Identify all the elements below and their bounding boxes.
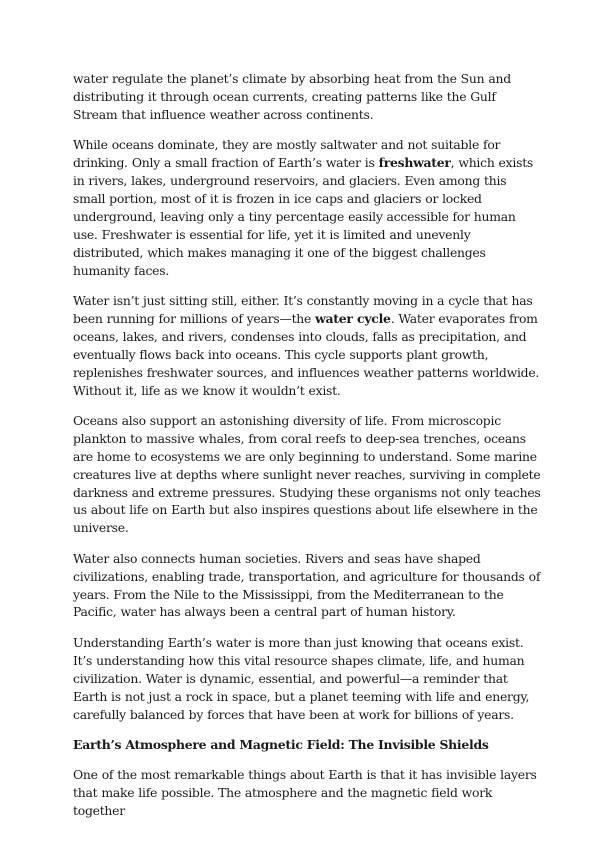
paragraph-freshwater-end: , which exists in rivers, lakes, underground reservoirs, and glaciers. Even among this small portion, most of it is frozen in ice caps and glaciers or locked underground, leaving only a tiny percentage easily accessible for human use. Freshwater is essential for life, yet it is limited and unevenly distributed, which makes managing it one of the biggest challenges humanity faces. <box>73 155 534 278</box>
paragraph-climate: water regulate the planet’s climate by absorbing heat from the Sun and distributing it through ocean currents, creating patterns like the Gulf Stream that influence weather across continents. <box>73 71 511 122</box>
document-page <box>73 70 541 833</box>
paragraph-human-societies: Water also connects human societies. Rivers and seas have shaped civilizations, enabling trade, transportation, and agriculture for thousands of years. From the Nile to the Mississippi, from the Mediterranean to the Pacific, water has always been a central part of human history. <box>73 550 541 620</box>
paragraph-water-cycle-end: . Water evaporates from oceans, lakes, and rivers, condenses into clouds, falls as precipitation, and eventually flows back into oceans. This cycle supports plant growth, replenishes freshwater sources, and influences weather patterns worldwide. Without it, life as we know it wouldn’t exist. <box>73 310 540 398</box>
paragraph-ocean-life: Oceans also support an astonishing diversity of life. From microscopic plankton to massive whales, from coral reefs to deep-sea trenches, oceans are home to ecosystems we are only beginning to understand. Some marine creatures live at depths where sunlight never reaches, surviving in complete darkness and extreme pressures. Studying these organisms not only teaches us about life on Earth but also inspires questions about life elsewhere in the universe. <box>73 412 541 536</box>
paragraph-water-cycle <box>73 292 541 399</box>
paragraph-water-cycle-start: Water isn’t just sitting still, either. It’s constantly moving in a cycle that has been running for millions of years—the <box>73 292 533 326</box>
paragraph-atmosphere-intro: One of the most remarkable things about Earth is that it has invisible layers that make life possible. The atmosphere and the magnetic field work together <box>73 767 537 819</box>
water-cycle-term: water cycle <box>315 310 391 326</box>
paragraph-understanding-water: Understanding Earth’s water is more than just knowing that oceans exist. It’s understanding how this vital resource shapes climate, life, and human civilization. Water is dynamic, essential, and powerful—a reminder that Earth is not just a rock in space, but a planet teeming with life and energy, carefully balanced by forces that have been at work for billions of years. <box>73 634 530 722</box>
section-heading: Earth’s Atmosphere and Magnetic Field: The Invisible Shields <box>73 736 489 752</box>
paragraph-freshwater-start: While oceans dominate, they are mostly saltwater and not suitable for drinking. Only a small fraction of Earth’s water is <box>73 137 501 171</box>
freshwater-term: freshwater <box>378 155 451 171</box>
paragraph-freshwater <box>73 136 541 279</box>
